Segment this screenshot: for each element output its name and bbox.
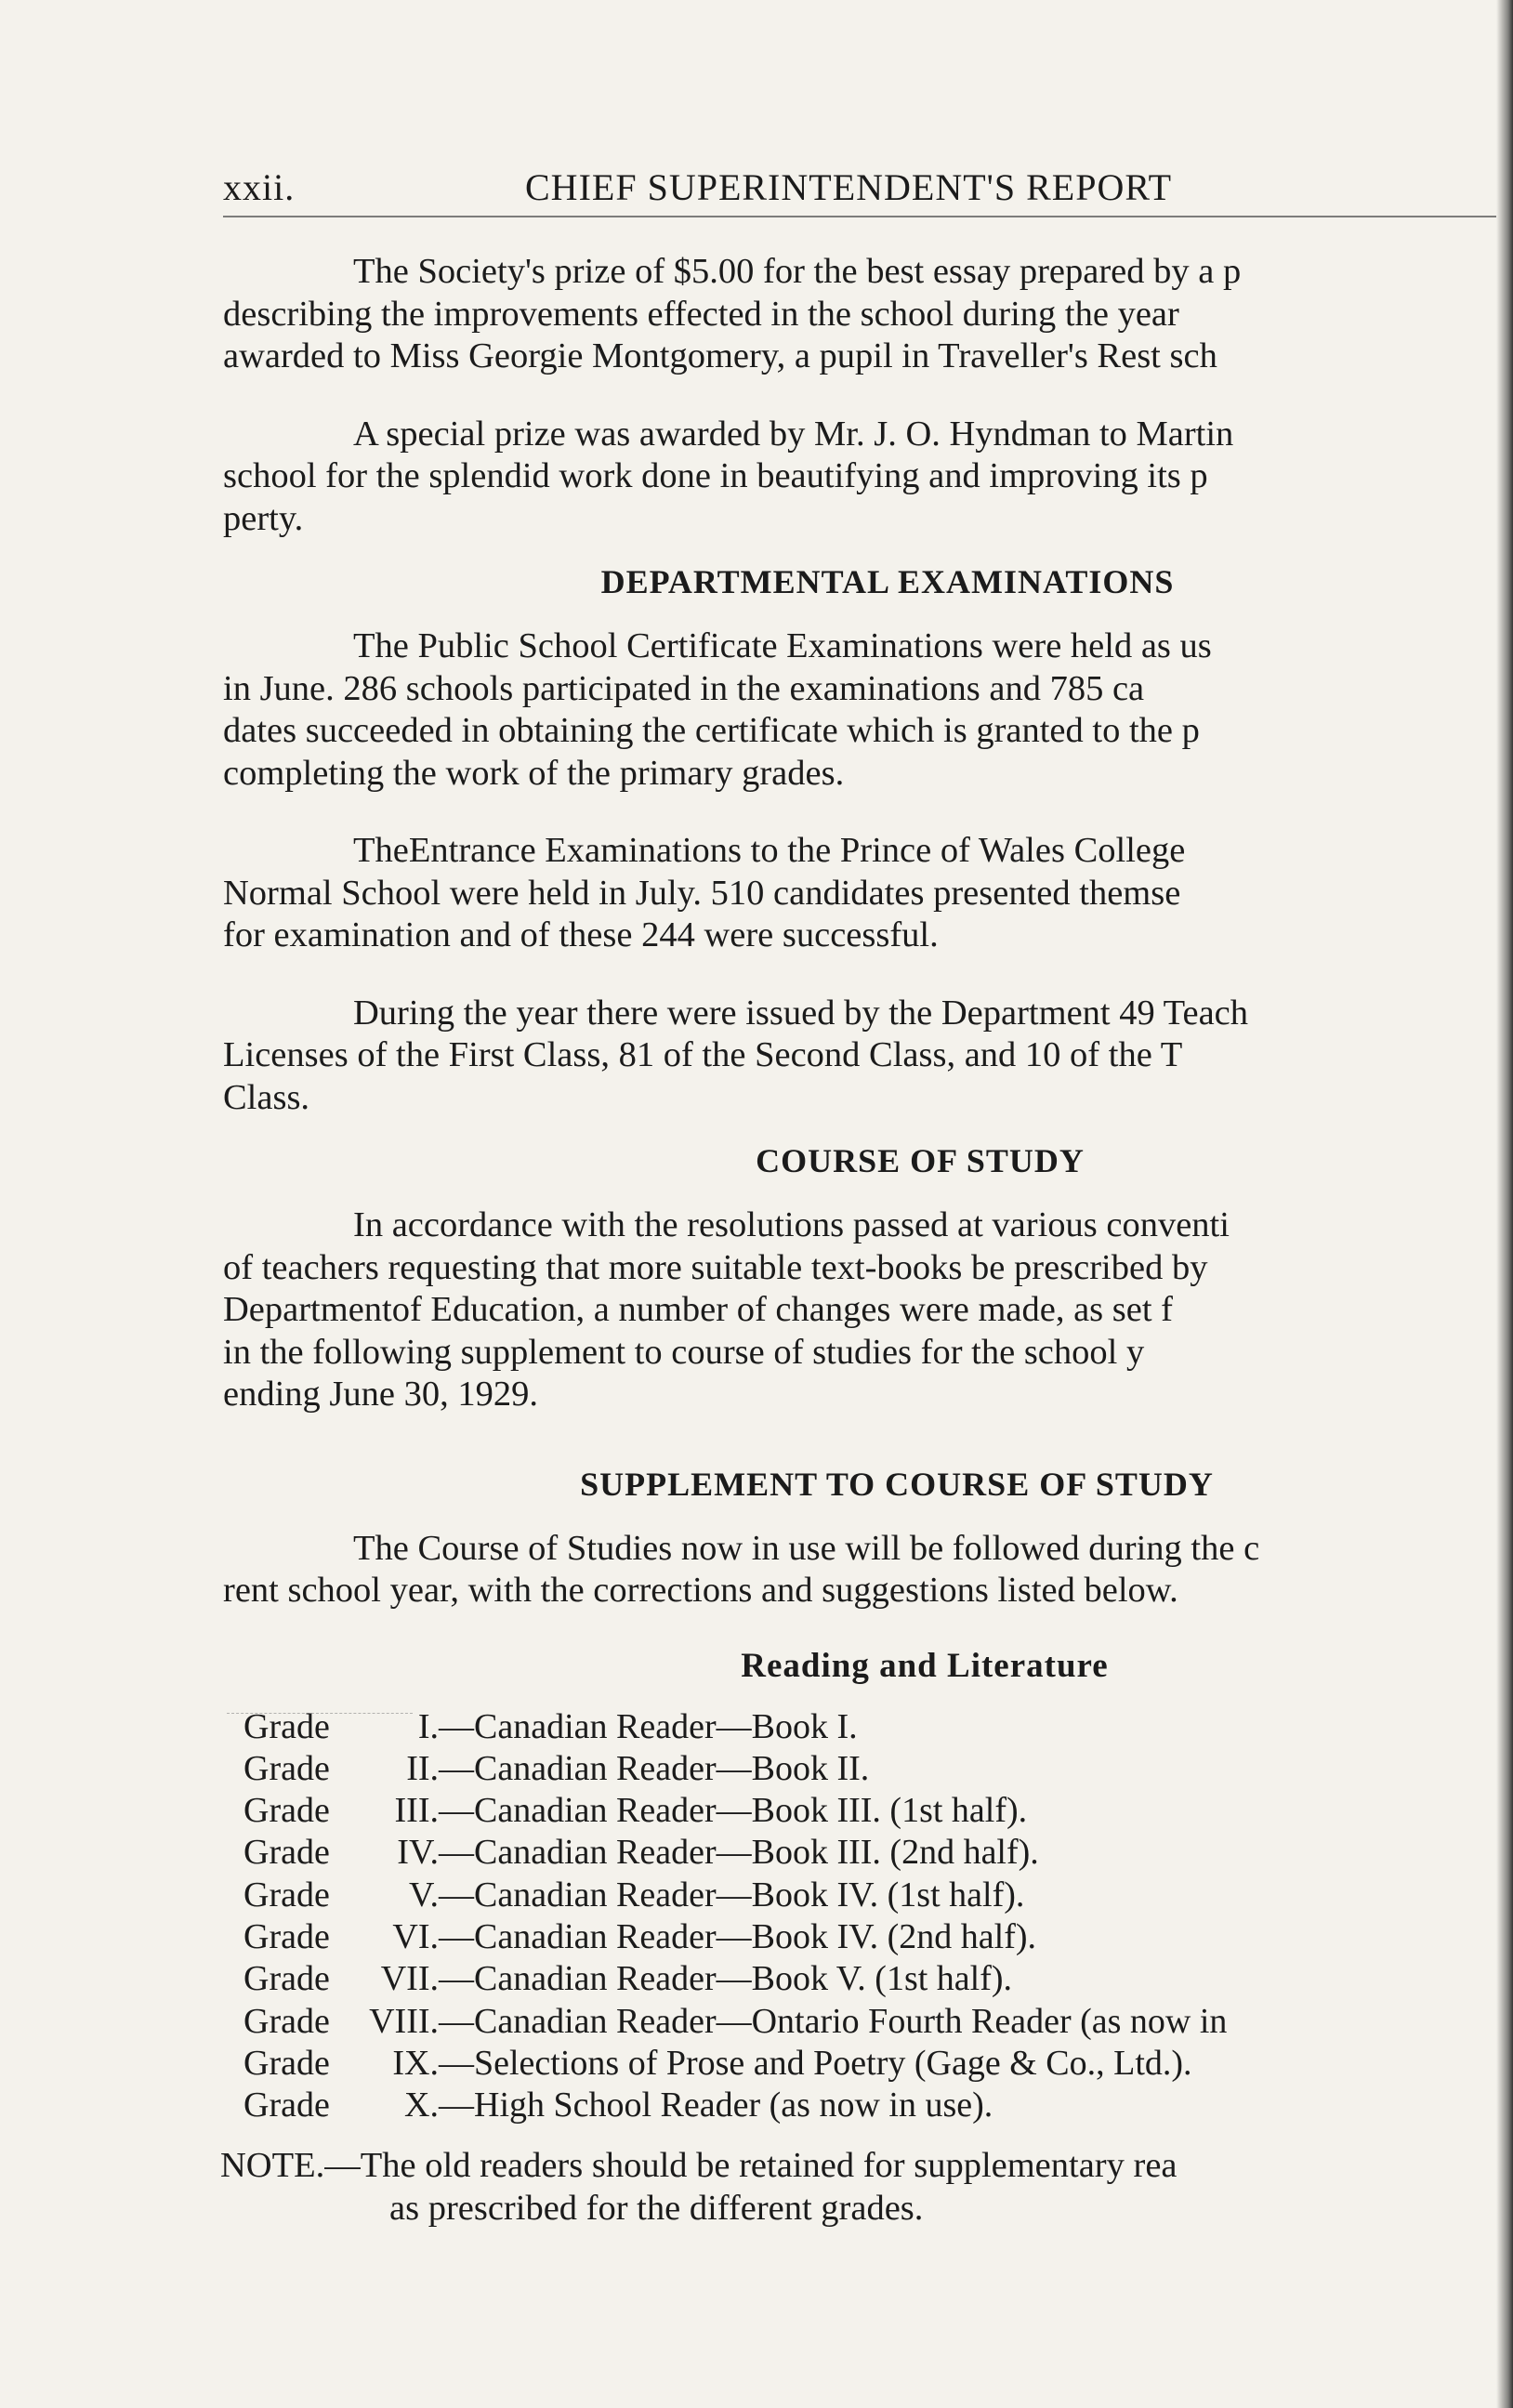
grade-row [243,1875,1496,1916]
page-edge-shadow [1496,0,1513,2408]
text-line: During the year there were issued by the Department 49 Teach [353,993,1249,1033]
text-line: In accordance with the resolutions passed at various conventi [353,1205,1230,1244]
note-paragraph [220,2145,1496,2230]
grade-label: Grade [243,1791,330,1831]
grade-number: X. [404,2086,439,2125]
text-line: rent school year, with the corrections and suggestions listed below. [223,1571,1178,1610]
report-page [220,158,1496,2230]
text-line: Normal School were held in July. 510 candidates presented themse [223,873,1181,913]
text-line: The Public School Certificate Examinations were held as us [353,626,1212,665]
section-heading-supplement: SUPPLEMENT TO COURSE OF STUDY [580,1465,1214,1503]
grade-reader: —High School Reader (as now in use). [439,2086,993,2125]
text-line: school for the splendid work done in beautifying and improving its p [223,456,1208,495]
text-line: A special prize was awarded by Mr. J. O. Hyndman to Martin [353,414,1234,454]
grade-reader: —Canadian Reader—Ontario Fourth Reader (as now in [439,2001,1228,2041]
course-paragraph [223,1204,1496,1416]
grade-label: Grade [243,1916,330,1956]
departmental-paragraph-1 [223,625,1496,795]
text-line: ending June 30, 1929. [223,1375,538,1414]
grade-number: VIII. [369,2001,439,2041]
grade-label: Grade [243,2043,330,2083]
grade-label: Grade [243,1875,330,1915]
grade-row [243,1958,1496,2000]
grade-reader: —Canadian Reader—Book III. (2nd half). [439,1833,1039,1873]
grade-reader: —Canadian Reader—Book IV. (2nd half). [439,1916,1037,1956]
text-line: Class. [223,1077,310,1117]
grade-row [243,1706,1496,1748]
grade-label: Grade [243,2001,330,2041]
grade-reader: —Canadian Reader—Book V. (1st half). [439,1959,1013,1999]
grade-row [243,2001,1496,2043]
grade-row [243,1790,1496,1832]
text-line: Licenses of the First Class, 81 of the Second Class, and 10 of the T [223,1035,1183,1074]
page-number: xxii. [223,166,296,208]
grade-row [243,2085,1496,2126]
grade-number: IX. [392,2043,439,2083]
grade-label: Grade [243,1748,330,1788]
section-heading-departmental: DEPARTMENTAL EXAMINATIONS [600,563,1175,600]
text-line: of teachers requesting that more suitable text-books be prescribed by [223,1247,1208,1287]
grade-number: V. [408,1875,439,1915]
text-line: perty. [223,498,304,538]
grade-number: IV. [397,1833,439,1873]
text-line: dates succeeded in obtaining the certificate which is granted to the p [223,711,1200,750]
text-line: The Society's prize of $5.00 for the best essay prepared by a p [353,252,1242,291]
running-header [223,158,1496,210]
grade-label: Grade [243,1706,330,1746]
grade-number: II. [406,1748,439,1788]
text-line: Departmentof Education, a number of changes were made, as set f [223,1290,1173,1329]
text-line: for examination and of these 244 were successful. [223,915,939,954]
grade-number: VI. [392,1916,439,1956]
text-line: completing the work of the primary grades. [223,753,845,793]
supplement-paragraph [223,1528,1496,1612]
page-title: CHIEF SUPERINTENDENT'S REPORT [525,166,1173,208]
grade-reader: —Canadian Reader—Book I. [439,1706,858,1746]
grade-row [243,2043,1496,2085]
text-line: The Course of Studies now in use will be followed during the c [353,1528,1260,1568]
grade-number: III. [394,1791,439,1831]
text-line: in the following supplement to course of studies for the school y [223,1332,1145,1372]
text-line: awarded to Miss Georgie Montgomery, a pupil in Traveller's Rest sch [223,336,1217,375]
header-rule [223,216,1496,217]
grade-label: Grade [243,1959,330,1999]
special-prize-paragraph [223,414,1496,541]
grade-row [243,1832,1496,1874]
grade-number: I. [417,1706,439,1746]
departmental-paragraph-3 [223,993,1496,1120]
note-line: NOTE.—The old readers should be retained for supplementary rea [220,2146,1178,2186]
section-heading-course: COURSE OF STUDY [756,1142,1085,1179]
text-line: describing the improvements effected in the school during the year [223,294,1179,334]
grade-reader: —Canadian Reader—Book II. [439,1748,870,1788]
grade-reader: —Canadian Reader—Book III. (1st half). [439,1791,1028,1831]
prize-paragraph [223,251,1496,378]
grade-label: Grade [243,2086,330,2125]
grade-reader: —Canadian Reader—Book IV. (1st half). [439,1875,1025,1915]
text-line: TheEntrance Examinations to the Prince of Wales College [353,831,1186,870]
grade-list [243,1706,1496,2127]
departmental-paragraph-2 [223,830,1496,957]
text-line: in June. 286 schools participated in the examinations and 785 ca [223,668,1145,708]
grade-row [243,1916,1496,1958]
grade-label: Grade [243,1833,330,1873]
subheading-reading-literature: Reading and Literature [741,1646,1109,1685]
grade-reader: —Selections of Prose and Poetry (Gage & Co., Ltd.). [439,2043,1192,2083]
note-line: as prescribed for the different grades. [389,2188,924,2228]
grade-number: VII. [380,1959,439,1999]
grade-row [243,1748,1496,1790]
